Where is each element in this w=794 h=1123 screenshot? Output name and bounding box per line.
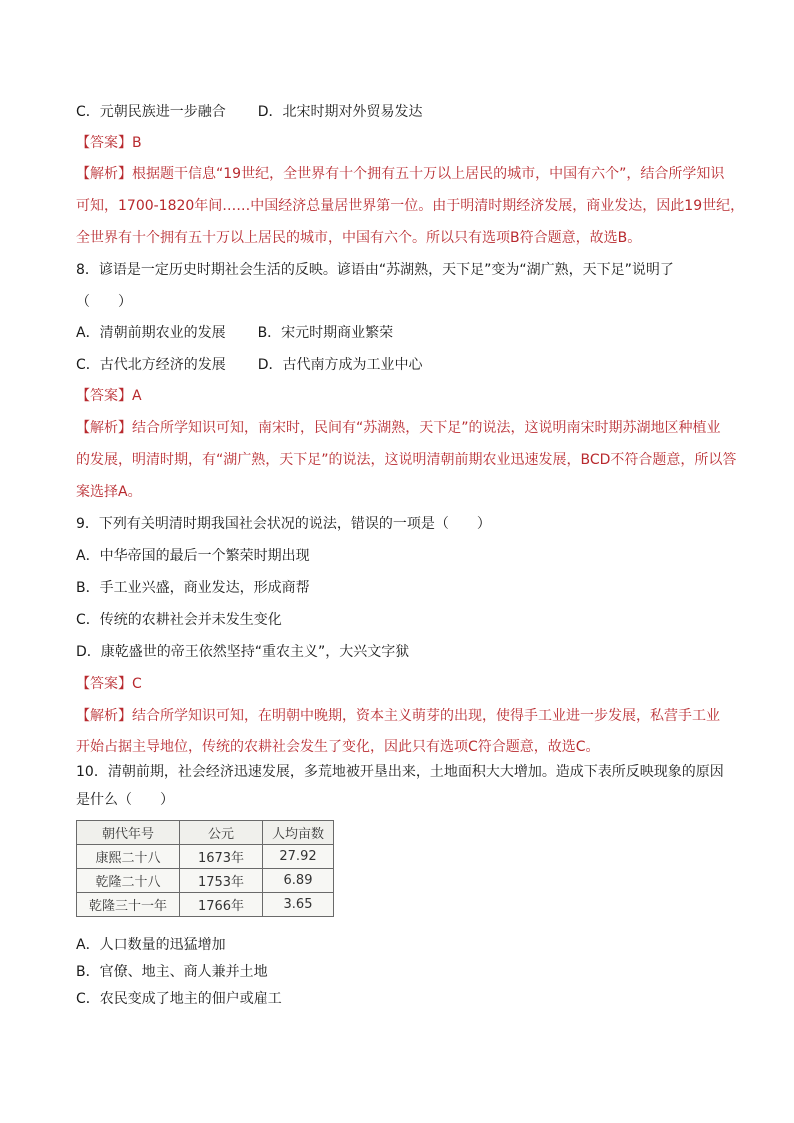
table-row <box>77 869 334 893</box>
q7-analysis-line-3: 全世界有十个拥有五十万以上居民的城市，中国有六个。所以只有选项B符合题意，故选B。 <box>76 230 642 246</box>
q7-option-c: C．元朝民族进一步融合 <box>76 104 226 120</box>
q8-option-d: D．古代南方成为工业中心 <box>257 357 423 373</box>
table-cell: 1753年 <box>180 869 263 893</box>
table-header-row <box>77 821 334 845</box>
q8-stem-line-1: 8．谚语是一定历史时期社会生活的反映。谚语由“苏湖熟，天下足”变为“湖广熟，天下足”说明了 <box>76 262 674 278</box>
q10-data-table <box>76 820 334 917</box>
q8-stem-line-2: （ ） <box>76 294 132 310</box>
table-cell: 27.92 <box>263 845 334 869</box>
q8-answer: 【答案】A <box>76 388 142 404</box>
q9-option-a: A．中华帝国的最后一个繁荣时期出现 <box>76 548 310 564</box>
q9-option-d: D．康乾盛世的帝王依然坚持“重农主义”，大兴文字狱 <box>76 644 410 660</box>
table-header: 朝代年号 <box>77 821 180 845</box>
q10-stem-line-2: 是什么（ ） <box>76 792 174 808</box>
q9-answer: 【答案】C <box>76 676 142 692</box>
table-cell: 1673年 <box>180 845 263 869</box>
table-cell: 康熙二十八 <box>77 845 180 869</box>
q8-options-ab <box>76 323 393 343</box>
q7-analysis-line-2: 可知，1700-1820年间……中国经济总量居世界第一位。由于明清时期经济发展，商业发达，因此19世纪， <box>76 198 745 214</box>
table-row <box>77 845 334 869</box>
table-cell: 乾隆二十八 <box>77 869 180 893</box>
q10-stem-line-1: 10．清朝前期，社会经济迅速发展，多荒地被开垦出来，土地面积大大增加。造成下表所反映现象的原因 <box>76 764 724 780</box>
table-cell: 6.89 <box>263 869 334 893</box>
table-cell: 1766年 <box>180 893 263 917</box>
q8-analysis-line-2: 的发展，明清时期，有“湖广熟，天下足”的说法，这说明清朝前期农业迅速发展，BCD不符合题意，所以答 <box>76 452 737 468</box>
q9-option-c: C．传统的农耕社会并未发生变化 <box>76 612 282 628</box>
q10-option-c: C．农民变成了地主的佃户或雇工 <box>76 991 282 1007</box>
q10-option-a: A．人口数量的迅猛增加 <box>76 937 226 953</box>
q7-answer: 【答案】B <box>76 135 142 151</box>
q7-options-cd <box>76 102 423 122</box>
table-cell: 乾隆三十一年 <box>77 893 180 917</box>
table-header: 人均亩数 <box>263 821 334 845</box>
table-cell: 3.65 <box>263 893 334 917</box>
q8-analysis-line-3: 案选择A。 <box>76 484 142 500</box>
table-row <box>77 893 334 917</box>
q7-option-d: D．北宋时期对外贸易发达 <box>257 104 423 120</box>
q8-options-cd <box>76 355 423 375</box>
q8-option-b: B．宋元时期商业繁荣 <box>257 325 394 341</box>
q9-analysis-line-2: 开始占据主导地位，传统的农耕社会发生了变化，因此只有选项C符合题意，故选C。 <box>76 739 600 755</box>
q8-option-a: A．清朝前期农业的发展 <box>76 325 226 341</box>
q7-analysis-line-1: 【解析】根据题干信息“19世纪，全世界有十个拥有五十万以上居民的城市，中国有六个”，结合所学知识 <box>76 166 725 182</box>
q9-stem: 9．下列有关明清时期我国社会状况的说法，错误的一项是（ ） <box>76 516 491 532</box>
q10-option-b: B．官僚、地主、商人兼并土地 <box>76 964 268 980</box>
q9-analysis-line-1: 【解析】结合所学知识可知，在明朝中晚期，资本主义萌芽的出现，使得手工业进一步发展，私营手工业 <box>76 708 720 724</box>
q8-option-c: C．古代北方经济的发展 <box>76 357 226 373</box>
q8-analysis-line-1: 【解析】结合所学知识可知，南宋时，民间有“苏湖熟，天下足”的说法，这说明南宋时期苏湖地区种植业 <box>76 420 721 436</box>
table-header: 公元 <box>180 821 263 845</box>
q9-option-b: B．手工业兴盛，商业发达，形成商帮 <box>76 580 310 596</box>
